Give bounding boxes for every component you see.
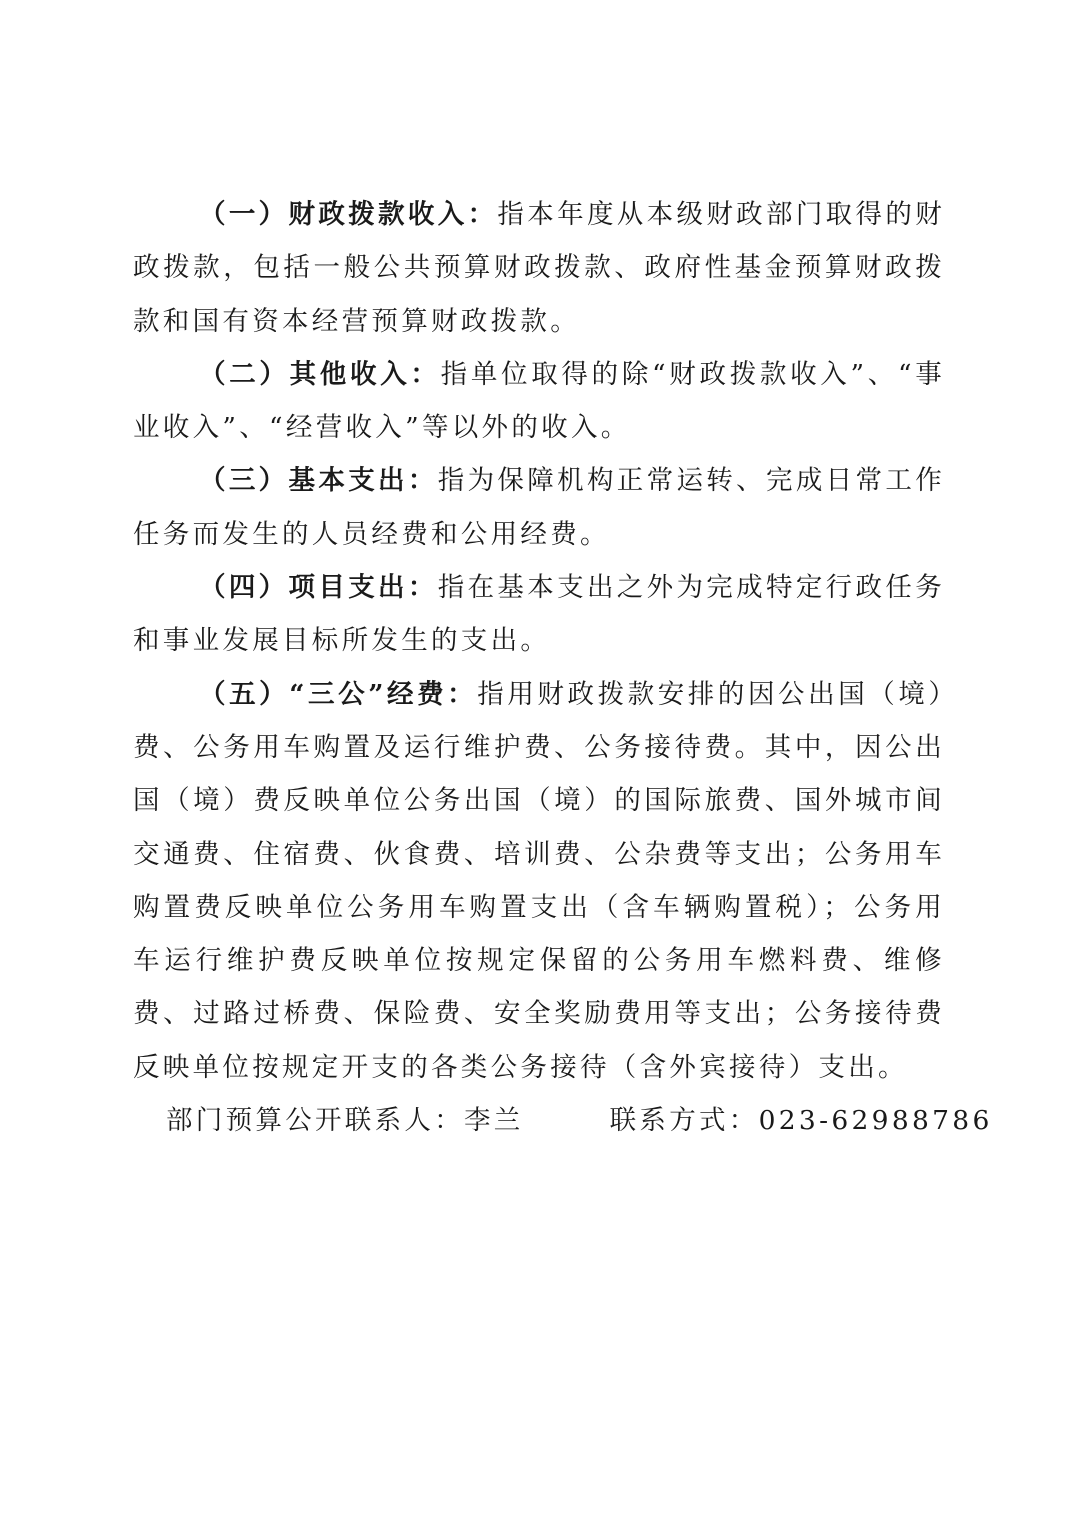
definition-paragraph-2 bbox=[133, 348, 945, 455]
contact-person: 部门预算公开联系人：李兰 bbox=[166, 1105, 524, 1137]
document-body bbox=[133, 188, 993, 1147]
definition-term: （三）基本支出： bbox=[199, 465, 438, 497]
definition-paragraph-4 bbox=[133, 561, 945, 668]
definition-text: 指用财政拨款安排的因公出国（境）费、公务用车购置及运行维护费、公务接待费。其中，因公出国（境）费反映单位公务出国（境）的国际旅费、国外城市间交通费、住宿费、伙食费、培训费、公杂费等支出；公务用车购置费反映单位公务用车购置支出（含车辆购置税）；公务用车运行维护费反映单位按规定保留的公务用车燃料费、维修费、过路过桥费、保险费、安全奖励费用等支出；公务接待费反映单位按规定开支的各类公务接待（含外宾接待）支出。 bbox=[133, 678, 945, 1083]
contact-phone: 联系方式：023-62988786 bbox=[609, 1105, 993, 1137]
definition-text: 指本年度从本级财政部门取得的财政拨款，包括一般公共预算财政拨款、政府性基金预算财政拨款和国有资本经营预算财政拨款。 bbox=[133, 199, 946, 337]
definition-paragraph-5 bbox=[133, 668, 945, 1094]
definition-term: （四）项目支出： bbox=[199, 572, 438, 604]
definition-term: （一）财政拨款收入： bbox=[199, 199, 498, 230]
definition-term: （五）“三公”经费： bbox=[199, 678, 478, 710]
definition-text: 指为保障机构正常运转、完成日常工作任务而发生的人员经费和公用经费。 bbox=[133, 465, 945, 550]
definition-text: 指单位取得的除“财政拨款收入”、“事业收入”、“经营收入”等以外的收入。 bbox=[133, 358, 945, 444]
contact-line bbox=[133, 1094, 993, 1147]
definition-paragraph-1 bbox=[133, 188, 945, 348]
definition-paragraph-3 bbox=[133, 454, 945, 561]
definition-text: 指在基本支出之外为完成特定行政任务和事业发展目标所发生的支出。 bbox=[133, 572, 945, 657]
definition-term: （二）其他收入： bbox=[199, 358, 441, 390]
